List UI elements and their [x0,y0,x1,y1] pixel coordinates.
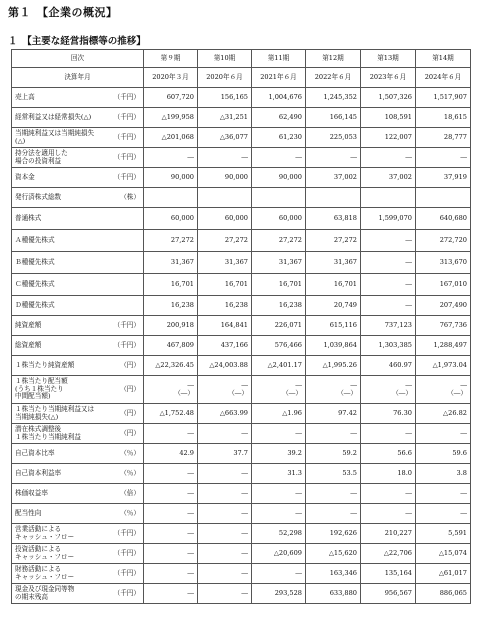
value-cell: ― （―） [144,376,198,404]
table-row [12,128,471,148]
row-label: 財務活動による キャッシュ・フロー [15,564,75,581]
value-cell: ― [198,564,252,584]
value-cell: ― [198,544,252,564]
value-cell: 37,002 [306,168,361,188]
value-cell: 28,777 [416,128,471,148]
row-label: 普通株式 [15,213,42,222]
value-cell: 90,000 [252,168,306,188]
row-unit: （千円） [113,112,140,121]
date-header: 2024年６月 [416,68,471,88]
row-label: 発行済株式総数 [15,192,62,201]
value-cell: △1,973.04 [416,356,471,376]
value-cell [361,188,416,208]
value-cell: 767,736 [416,316,471,336]
value-cell: 1,004,676 [252,88,306,108]
table-row [12,168,471,188]
value-cell: 607,720 [144,88,198,108]
value-cell: 272,720 [416,230,471,252]
value-cell: 37.7 [198,444,252,464]
value-cell: 56.6 [361,444,416,464]
value-cell: 225,053 [306,128,361,148]
value-cell: △2,401.17 [252,356,306,376]
table-row [12,88,471,108]
value-cell [144,188,198,208]
value-cell: 97.42 [306,404,361,424]
value-cell: 18,615 [416,108,471,128]
value-cell: △15,074 [416,544,471,564]
value-cell: 1,288,497 [416,336,471,356]
row-label-cell [12,252,144,274]
row-label: 現金及び現金同等物 の期末残高 [15,584,75,601]
value-cell: 3.8 [416,464,471,484]
value-cell: 886,065 [416,584,471,604]
table-row [12,464,471,484]
value-cell: ― [306,148,361,168]
value-cell: ― [361,484,416,504]
table-row [12,376,471,404]
value-cell: ― （―） [198,376,252,404]
value-cell: △61,017 [416,564,471,584]
value-cell: ― [198,584,252,604]
period-header: 第12期 [306,50,361,68]
value-cell: 20,749 [306,296,361,316]
value-cell [416,188,471,208]
row-label-cell [12,504,144,524]
value-cell: △31,251 [198,108,252,128]
value-cell: ― [252,564,306,584]
row-label-cell [12,188,144,208]
period-header: 第13期 [361,50,416,68]
value-cell: ― [144,564,198,584]
row-unit: （円） [120,360,140,369]
row-label-cell [12,424,144,444]
value-cell: 61,230 [252,128,306,148]
row-label: １株当たり配当額 (うち１株当たり 中間配当額) [15,377,68,401]
value-cell: 31.3 [252,464,306,484]
value-cell: △22,706 [361,544,416,564]
value-cell: ― [416,424,471,444]
value-cell: ― [144,504,198,524]
table-row [12,504,471,524]
value-cell: △1.96 [252,404,306,424]
date-header: 2020年６月 [198,68,252,88]
table-row [12,296,471,316]
value-cell: ― [361,148,416,168]
subsection-heading: １ 【主要な経営指標等の推移】 [8,36,146,47]
value-cell: 1,039,864 [306,336,361,356]
row-label: 持分法を適用した 場合の投資利益 [15,148,68,165]
value-cell: 737,123 [361,316,416,336]
table-row [12,252,471,274]
value-cell: 207,490 [416,296,471,316]
row-unit: （円） [120,408,140,417]
value-cell: 163,346 [306,564,361,584]
value-cell [306,188,361,208]
row-unit: （倍） [120,488,140,497]
period-header: 第10期 [198,50,252,68]
financial-indicators-table [11,49,471,604]
value-cell: 467,809 [144,336,198,356]
row-label-cell [12,404,144,424]
row-label: 株価収益率 [15,488,48,497]
row-unit: （千円） [113,548,140,557]
row-label-cell [12,524,144,544]
table-row [12,188,471,208]
row-label: 営業活動による キャッシュ・フロー [15,524,75,541]
value-cell: ― （―） [252,376,306,404]
value-cell: 16,701 [306,274,361,296]
value-cell: △663.99 [198,404,252,424]
value-cell: 52,298 [252,524,306,544]
table-row [12,316,471,336]
row-label: 当期純利益又は当期純損失 (△) [15,128,95,145]
value-cell: ― [361,274,416,296]
value-cell: 313,670 [416,252,471,274]
value-cell: 18.0 [361,464,416,484]
value-cell: ― [144,524,198,544]
period-header: 第14期 [416,50,471,68]
row-label-cell [12,444,144,464]
value-cell: 31,367 [198,252,252,274]
table-row [12,564,471,584]
value-cell: 90,000 [144,168,198,188]
value-cell: ― [361,504,416,524]
row-label-cell [12,148,144,168]
value-cell: ― [198,148,252,168]
row-label-cell [12,544,144,564]
row-label: Ｂ種優先株式 [15,257,55,266]
row-unit: （千円） [113,568,140,577]
row-label: 経常利益又は経常損失(△) [15,112,92,121]
row-label-cell [12,168,144,188]
value-cell: 210,227 [361,524,416,544]
period-header: 第11期 [252,50,306,68]
value-cell: △36,077 [198,128,252,148]
row-unit: （千円） [113,320,140,329]
date-header: 2022年６月 [306,68,361,88]
row-label-cell [12,208,144,230]
value-cell: △20,609 [252,544,306,564]
value-cell: 108,591 [361,108,416,128]
value-cell: 200,918 [144,316,198,336]
row-label: Ａ種優先株式 [15,235,55,244]
row-label: 配当性向 [15,508,42,517]
value-cell: 27,272 [144,230,198,252]
value-cell: 31,367 [252,252,306,274]
value-cell: 16,701 [144,274,198,296]
row-label-cell [12,356,144,376]
value-cell: ― [416,484,471,504]
value-cell: 167,010 [416,274,471,296]
row-label: Ｃ種優先株式 [15,279,55,288]
value-cell: 615,116 [306,316,361,336]
value-cell: ― [416,504,471,524]
value-cell: ― [416,148,471,168]
value-cell: 1,507,326 [361,88,416,108]
value-cell: ― [198,524,252,544]
value-cell: ― [198,424,252,444]
value-cell: ― [144,584,198,604]
value-cell: △24,003.88 [198,356,252,376]
row-label-cell [12,336,144,356]
value-cell: △1,995.26 [306,356,361,376]
value-cell: 27,272 [252,230,306,252]
value-cell: ― [306,424,361,444]
row-label: １株当たり純資産額 [15,360,75,369]
value-cell: ― [252,484,306,504]
value-cell: 192,626 [306,524,361,544]
row-unit: （千円） [113,92,140,101]
value-cell: ― [361,296,416,316]
value-cell: ― [144,148,198,168]
table-row [12,584,471,604]
header-row-periods [12,50,471,68]
row-unit: （千円） [113,152,140,161]
row-label-cell [12,464,144,484]
date-header: 2023年６月 [361,68,416,88]
value-cell: 60,000 [198,208,252,230]
table-row [12,424,471,444]
value-cell: 27,272 [198,230,252,252]
value-cell: △15,620 [306,544,361,564]
row-label: 自己資本比率 [15,448,55,457]
row-label-cell [12,230,144,252]
row-label-cell [12,484,144,504]
date-header: 2021年６月 [252,68,306,88]
row-label: 資本金 [15,172,35,181]
row-label: 総資産額 [15,340,42,349]
value-cell: 63,818 [306,208,361,230]
row-label: １株当たり当期純利益又は 当期純損失(△) [15,404,95,421]
value-cell: 135,164 [361,564,416,584]
value-cell: 39.2 [252,444,306,464]
value-cell: 62,490 [252,108,306,128]
table-row [12,444,471,464]
period-header: 第９期 [144,50,198,68]
value-cell: ― [144,484,198,504]
table-row [12,404,471,424]
table-row [12,336,471,356]
table-row [12,484,471,504]
row-label-cell [12,108,144,128]
value-cell: ― [306,484,361,504]
table-row [12,148,471,168]
value-cell: ― [198,464,252,484]
value-cell: ― [252,148,306,168]
table-row [12,356,471,376]
value-cell: 37,002 [361,168,416,188]
table-row [12,274,471,296]
table-row [12,208,471,230]
row-label-cell [12,564,144,584]
value-cell: ― （―） [416,376,471,404]
row-label: 投資活動による キャッシュ・フロー [15,544,75,561]
value-cell: 53.5 [306,464,361,484]
table-row [12,230,471,252]
value-cell: 156,165 [198,88,252,108]
row-label-cell [12,128,144,148]
value-cell: 59.2 [306,444,361,464]
value-cell: ― （―） [361,376,416,404]
value-cell: ― [361,252,416,274]
value-cell: 16,701 [252,274,306,296]
value-cell: △22,326.45 [144,356,198,376]
value-cell: △26.82 [416,404,471,424]
row-label-cell [12,296,144,316]
value-cell: 122,007 [361,128,416,148]
value-cell: 76.30 [361,404,416,424]
value-cell: △199,958 [144,108,198,128]
value-cell: 16,701 [198,274,252,296]
value-cell: 640,680 [416,208,471,230]
value-cell: 633,880 [306,584,361,604]
value-cell: ― [361,424,416,444]
value-cell: ― （―） [306,376,361,404]
row-label-cell [12,316,144,336]
value-cell: 956,567 [361,584,416,604]
table-body [12,88,471,604]
value-cell: △1,752.48 [144,404,198,424]
value-cell: ― [144,544,198,564]
value-cell: 16,238 [198,296,252,316]
row-label-cell [12,274,144,296]
row-unit: （株） [120,192,140,201]
header-row-dates [12,68,471,88]
value-cell [252,188,306,208]
row-unit: （％） [120,448,140,457]
table-row [12,524,471,544]
value-cell: 1,599,070 [361,208,416,230]
value-cell: 31,367 [144,252,198,274]
value-cell: 16,238 [252,296,306,316]
value-cell: 1,303,385 [361,336,416,356]
row-label-cell [12,584,144,604]
value-cell: 42.9 [144,444,198,464]
value-cell: 31,367 [306,252,361,274]
value-cell: ― [144,424,198,444]
table-row [12,544,471,564]
row-unit: （千円） [113,528,140,537]
value-cell: 1,517,907 [416,88,471,108]
period-header-label: 回次 [12,50,144,68]
section-heading: 第１ 【企業の概況】 [8,6,118,19]
value-cell: 60,000 [252,208,306,230]
value-cell: 16,238 [144,296,198,316]
value-cell: ― [252,424,306,444]
value-cell: 166,145 [306,108,361,128]
row-label: 自己資本利益率 [15,468,62,477]
value-cell: ― [361,230,416,252]
value-cell: 460.97 [361,356,416,376]
date-header-label: 決算年月 [12,68,144,88]
value-cell: 60,000 [144,208,198,230]
value-cell: 5,591 [416,524,471,544]
value-cell: 37,919 [416,168,471,188]
table-row [12,108,471,128]
value-cell: ― [198,504,252,524]
row-unit: （千円） [113,588,140,597]
value-cell: 226,071 [252,316,306,336]
row-label: 売上高 [15,92,35,101]
row-unit: （千円） [113,132,140,141]
value-cell: ― [198,484,252,504]
row-label-cell [12,376,144,404]
date-header: 2020年３月 [144,68,198,88]
row-label: Ｄ種優先株式 [15,300,55,309]
value-cell: △201,068 [144,128,198,148]
value-cell: 437,166 [198,336,252,356]
value-cell: 90,000 [198,168,252,188]
row-unit: （円） [120,428,140,437]
row-unit: （円） [120,384,140,393]
row-unit: （％） [120,508,140,517]
row-unit: （千円） [113,172,140,181]
value-cell: 293,528 [252,584,306,604]
value-cell: 576,466 [252,336,306,356]
value-cell: 1,245,352 [306,88,361,108]
value-cell: ― [306,504,361,524]
row-unit: （％） [120,468,140,477]
value-cell [198,188,252,208]
value-cell: ― [252,504,306,524]
row-label-cell [12,88,144,108]
value-cell: ― [144,464,198,484]
value-cell: 59.6 [416,444,471,464]
row-label: 潜在株式調整後 １株当たり当期純利益 [15,424,81,441]
value-cell: 27,272 [306,230,361,252]
row-unit: （千円） [113,340,140,349]
value-cell: 164,841 [198,316,252,336]
row-label: 純資産額 [15,320,42,329]
